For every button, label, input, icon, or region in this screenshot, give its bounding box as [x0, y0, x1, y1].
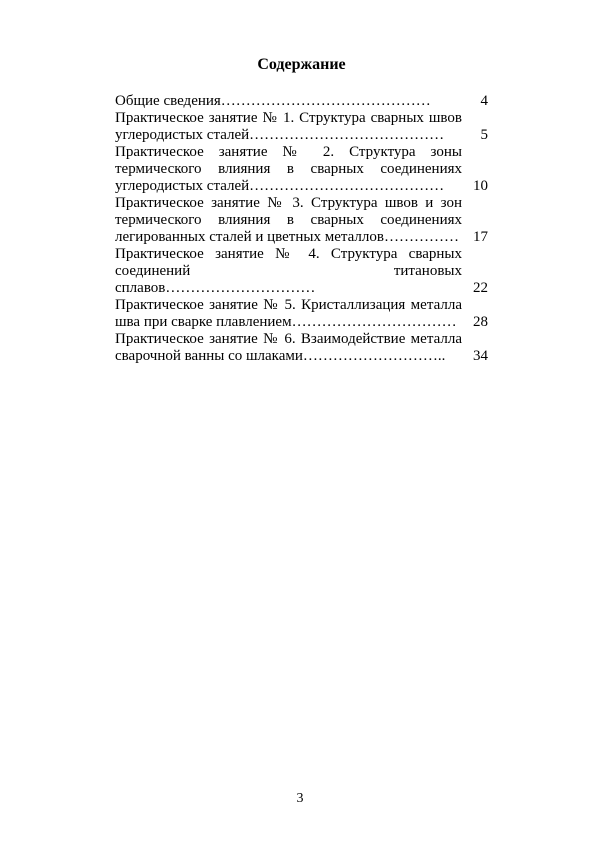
toc-entry — [115, 246, 488, 297]
toc-entry-text: Практическое занятие № 1. Структура сварных швов углеродистых сталей………………………………… — [115, 110, 462, 143]
toc-entry-page: 5 — [480, 127, 488, 143]
toc-entry-page: 4 — [480, 93, 488, 109]
toc-entry-page: 34 — [473, 348, 488, 364]
toc-entry-page: 17 — [473, 229, 488, 245]
page-title: Содержание — [257, 56, 346, 73]
toc-entry-page: 10 — [473, 178, 488, 194]
toc-entry-text: Практическое занятие № 5. Кристаллизация металла шва при сварке плавлением…………………………… — [115, 297, 462, 330]
toc-entry — [115, 331, 488, 365]
toc-entry-text: Практическое занятие № 4. Структура сварных соединений титановых сплавов………………………… — [115, 246, 462, 296]
toc-entry — [115, 144, 488, 195]
toc-entry — [115, 110, 488, 144]
toc-entry-text: Практическое занятие № 2. Структура зоны термического влияния в сварных соединениях углеродистых сталей………………………………… — [115, 144, 462, 194]
toc-entry-text: Общие сведения…………………………………… — [115, 93, 431, 109]
toc-entry — [115, 93, 488, 110]
toc-entry-text: Практическое занятие № 3. Структура швов и зон термического влияния в сварных соединениях легированных сталей и цветных металлов…………… — [115, 195, 462, 245]
page-number: 3 — [296, 791, 304, 806]
toc-entry-page: 28 — [473, 314, 488, 330]
toc-entry-text: Практическое занятие № 6. Взаимодействие металла сварочной ванны со шлаками……………………….. — [115, 331, 462, 364]
toc-entry — [115, 297, 488, 331]
toc-entry — [115, 195, 488, 246]
table-of-contents — [115, 93, 488, 365]
toc-entry-page: 22 — [473, 280, 488, 296]
